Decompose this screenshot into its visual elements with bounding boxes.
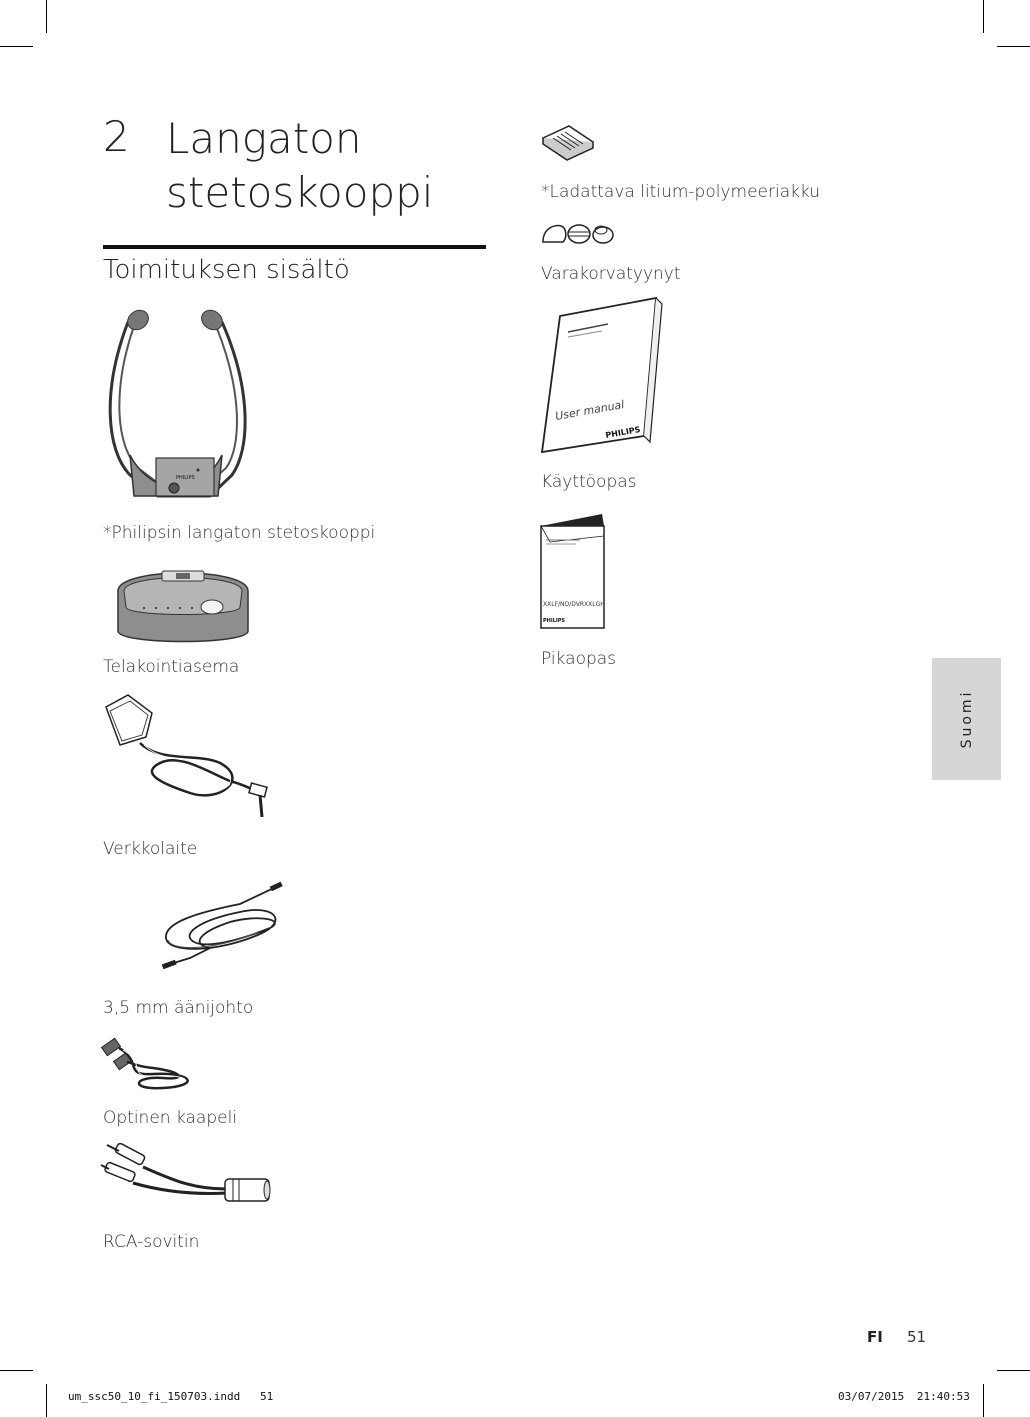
section-divider [103, 245, 486, 249]
language-tab [932, 658, 1001, 780]
item-caption-battery: *Ladattava litium-polymeeriakku [541, 182, 821, 202]
user-manual-icon [540, 296, 664, 454]
language-tab-label: Suomi [958, 689, 975, 749]
headset-icon [100, 300, 252, 502]
file-slug: um_ssc50_10_fi_150703.indd 51 [68, 1390, 274, 1403]
print-time: 21:40:53 [916, 1390, 970, 1403]
item-caption-dock: Telakointiasema [103, 657, 240, 677]
manual-label: User manual [554, 398, 626, 423]
chapter-number: 2 [103, 112, 131, 161]
crop-mark [983, 0, 984, 33]
crop-mark [46, 1384, 47, 1417]
crop-mark [997, 1370, 1030, 1371]
manual-brand: PHILIPS [604, 424, 642, 440]
item-caption-ear-tips: Varakorvatyynyt [541, 264, 681, 284]
crop-mark [0, 1370, 33, 1371]
section-title: Toimituksen sisältö [103, 255, 350, 285]
chapter-title-line-2: stetoskooppi [166, 168, 434, 217]
quick-guide-brand: PHILIPS [543, 618, 566, 624]
audio-cable-icon [160, 882, 284, 970]
crop-mark [0, 46, 33, 47]
crop-mark [983, 1384, 984, 1417]
page-language: FI [867, 1328, 883, 1346]
item-caption-manual: Käyttöopas [541, 472, 637, 492]
item-caption-audio-cable: 3,5 mm äänijohto [103, 998, 254, 1018]
docking-station-icon [114, 561, 252, 647]
crop-mark [46, 0, 47, 33]
item-caption-adapter: Verkkolaite [103, 839, 198, 859]
item-caption-headset: *Philipsin langaton stetoskooppi [103, 523, 376, 543]
item-caption-optical: Optinen kaapeli [103, 1108, 238, 1128]
item-caption-quick-guide: Pikaopas [541, 649, 617, 669]
page-number: 51 [907, 1328, 927, 1346]
crop-mark [997, 46, 1030, 47]
battery-icon [541, 124, 595, 162]
quick-guide-model: XXLF/NO/DVRXXLGH [543, 601, 605, 608]
chapter-title [166, 112, 433, 220]
chapter-title-line-1: Langaton [166, 114, 362, 163]
quick-guide-icon [540, 512, 606, 632]
optical-cable-icon [103, 1032, 203, 1092]
headset-brand: PHILIPS [176, 475, 195, 481]
print-timestamp [838, 1390, 970, 1403]
ear-tips-icon [541, 222, 615, 246]
power-adapter-icon [100, 693, 272, 821]
rca-adapter-icon [101, 1145, 273, 1211]
item-caption-rca: RCA-sovitin [103, 1232, 200, 1252]
print-date: 03/07/2015 [838, 1390, 905, 1403]
